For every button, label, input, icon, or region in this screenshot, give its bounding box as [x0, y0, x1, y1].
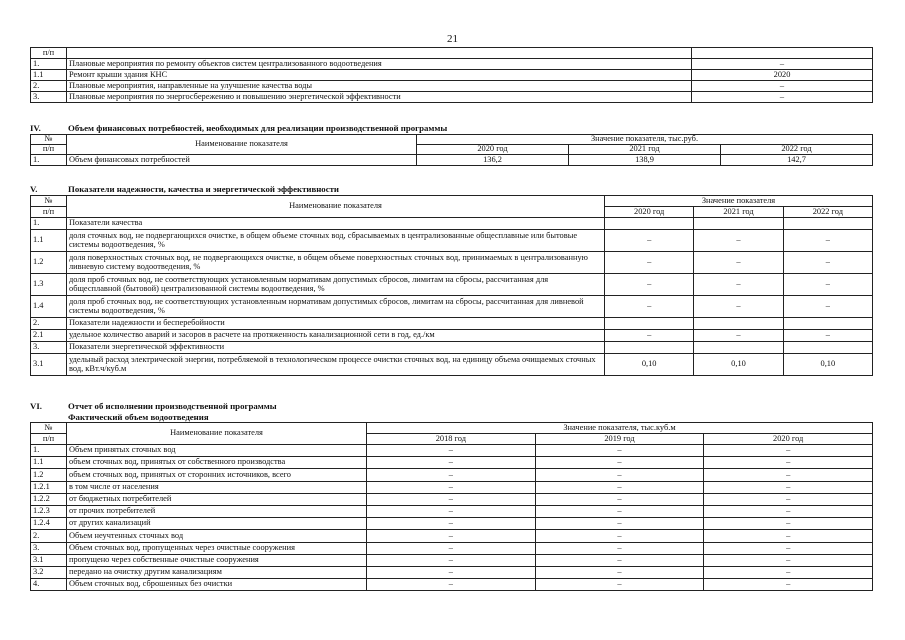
row-name: Объем сточных вод, пропущенных через очистные сооружения — [67, 542, 367, 554]
row-name: удельный расход электрической энергии, потребляемой в технологическом процессе очистки сточных вод, на единицу объема очищаемых сточных вод, кВт.ч/куб.м — [67, 354, 605, 376]
row-name: Плановые мероприятия по энергосбережению и повышению энергетической эффективности — [67, 92, 692, 103]
row-number: 1. — [31, 59, 67, 70]
row-value: – — [704, 445, 873, 457]
row-value: – — [704, 469, 873, 481]
header-year: 2020 год — [417, 145, 569, 155]
table-row — [31, 542, 873, 554]
row-number: 1.4 — [31, 296, 67, 318]
row-number: 3.2 — [31, 566, 67, 578]
table-row — [31, 481, 873, 493]
row-number: 2. — [31, 318, 67, 330]
row-value: – — [367, 542, 536, 554]
row-value: – — [704, 566, 873, 578]
row-value: – — [783, 230, 872, 252]
row-value: 0,10 — [783, 354, 872, 376]
header-year: 2018 год — [367, 434, 536, 445]
header-value: Значение показателя, тыс.руб. — [417, 135, 873, 145]
row-number: 1. — [31, 155, 67, 166]
row-value: – — [535, 469, 704, 481]
row-value: – — [694, 330, 783, 342]
row-value — [783, 218, 872, 230]
row-value: 142,7 — [721, 155, 873, 166]
row-number: 3. — [31, 542, 67, 554]
section-subtitle: Фактический объем водоотведения — [68, 412, 209, 422]
row-value: – — [535, 481, 704, 493]
table-row — [31, 318, 873, 330]
row-value — [694, 218, 783, 230]
section-heading — [30, 184, 873, 195]
row-value: – — [535, 554, 704, 566]
header-no: № — [31, 135, 67, 145]
row-value: – — [605, 230, 694, 252]
header-pp: п/п — [31, 145, 67, 155]
row-value: – — [704, 579, 873, 591]
table-row — [31, 70, 873, 81]
row-number: 3. — [31, 92, 67, 103]
header-year: 2021 год — [694, 207, 783, 218]
row-value: – — [783, 330, 872, 342]
row-name: Объем принятых сточных вод — [67, 445, 367, 457]
table-row — [31, 530, 873, 542]
table-row — [31, 457, 873, 469]
section-number: IV. — [30, 123, 41, 133]
row-value — [783, 342, 872, 354]
row-value — [694, 318, 783, 330]
row-value: – — [704, 542, 873, 554]
row-value — [694, 342, 783, 354]
header-year: 2020 год — [605, 207, 694, 218]
row-name: от бюджетных потребителей — [67, 493, 367, 505]
header-year: 2021 год — [569, 145, 721, 155]
row-name: Плановые мероприятия, направленные на улучшение качества воды — [67, 81, 692, 92]
table-row — [31, 554, 873, 566]
table-row — [31, 518, 873, 530]
row-number: 2.1 — [31, 330, 67, 342]
table-row — [31, 252, 873, 274]
row-value: – — [704, 518, 873, 530]
row-value: 0,10 — [694, 354, 783, 376]
header-value: Значение показателя, тыс.куб.м — [367, 423, 873, 434]
section-title: Показатели надежности, качества и энергетической эффективности — [68, 184, 339, 194]
header-name: Наименование показателя — [67, 196, 605, 218]
row-value: – — [535, 457, 704, 469]
header-pp: п/п — [31, 434, 67, 445]
row-value: – — [367, 554, 536, 566]
table-row — [31, 92, 873, 103]
row-value: 2020 — [692, 70, 873, 81]
header-no: п/п — [31, 48, 67, 59]
row-number: 1.2.2 — [31, 493, 67, 505]
row-number: 3.1 — [31, 554, 67, 566]
table-row — [31, 566, 873, 578]
row-value: – — [535, 445, 704, 457]
row-name: Объем финансовых потребностей — [67, 155, 417, 166]
row-name: объем сточных вод, принятых от собственного производства — [67, 457, 367, 469]
row-number: 3.1 — [31, 354, 67, 376]
row-value: – — [367, 505, 536, 517]
row-name: Объем неучтенных сточных вод — [67, 530, 367, 542]
row-value: – — [367, 579, 536, 591]
row-number: 1.2.4 — [31, 518, 67, 530]
row-name: пропущено через собственные очистные сооружения — [67, 554, 367, 566]
row-value: – — [704, 505, 873, 517]
table-row — [31, 342, 873, 354]
row-value: – — [783, 296, 872, 318]
row-number: 3. — [31, 342, 67, 354]
row-name: доля сточных вод, не подвергающихся очистке, в общем объеме сточных вод, сбрасываемых в централизованные общесплавные или бытовые системы водоотведения, % — [67, 230, 605, 252]
row-value: 0,10 — [605, 354, 694, 376]
row-value: – — [692, 92, 873, 103]
header-no: № — [31, 196, 67, 207]
row-value: – — [535, 493, 704, 505]
row-name: от других канализаций — [67, 518, 367, 530]
section-number: V. — [30, 184, 38, 194]
row-name: передано на очистку другим канализациям — [67, 566, 367, 578]
header-year: 2019 год — [535, 434, 704, 445]
row-value: – — [704, 481, 873, 493]
row-name: Показатели качества — [67, 218, 605, 230]
row-value: – — [535, 542, 704, 554]
table-row — [31, 579, 873, 591]
row-value: – — [692, 81, 873, 92]
table-row — [31, 296, 873, 318]
row-number: 1.2 — [31, 469, 67, 481]
row-value: – — [367, 566, 536, 578]
row-value: 138,9 — [569, 155, 721, 166]
row-value: – — [704, 530, 873, 542]
table-header-row — [31, 48, 873, 59]
row-value: – — [694, 230, 783, 252]
row-value: – — [535, 566, 704, 578]
row-value: – — [605, 274, 694, 296]
row-value — [783, 318, 872, 330]
header-name: Наименование показателя — [67, 135, 417, 155]
row-number: 1.2.3 — [31, 505, 67, 517]
row-name: Показатели надежности и бесперебойности — [67, 318, 605, 330]
row-value: – — [367, 457, 536, 469]
row-number: 1. — [31, 218, 67, 230]
row-value: – — [694, 252, 783, 274]
row-value: – — [535, 518, 704, 530]
row-number: 1. — [31, 445, 67, 457]
header-no: № — [31, 423, 67, 434]
section-vi — [30, 401, 873, 591]
row-name: объем сточных вод, принятых от сторонних источников, всего — [67, 469, 367, 481]
row-value: – — [367, 469, 536, 481]
table-row — [31, 330, 873, 342]
row-value: – — [367, 445, 536, 457]
row-name: Плановые мероприятия по ремонту объектов систем централизованного водоотведения — [67, 59, 692, 70]
section-number: VI. — [30, 401, 42, 411]
row-value: – — [694, 296, 783, 318]
row-number: 2. — [31, 81, 67, 92]
row-value: – — [704, 457, 873, 469]
table-row — [31, 218, 873, 230]
row-number: 2. — [31, 530, 67, 542]
row-value: – — [367, 493, 536, 505]
row-name: удельное количество аварий и засоров в расчете на протяженность канализационной сети в год, ед./км — [67, 330, 605, 342]
row-number: 1.2.1 — [31, 481, 67, 493]
row-name: Объем сточных вод, сброшенных без очистки — [67, 579, 367, 591]
row-value — [605, 342, 694, 354]
row-number: 1.1 — [31, 230, 67, 252]
table-row — [31, 81, 873, 92]
row-value: – — [605, 330, 694, 342]
row-name: Показатели энергетической эффективности — [67, 342, 605, 354]
table-row — [31, 493, 873, 505]
row-name: доля проб сточных вод, не соответствующих установленным нормативам допустимых сбросов, лимитам на сбросы, рассчитанная для общесплавной (бытовой) централизованной системы водоотведения, % — [67, 274, 605, 296]
row-value: – — [783, 274, 872, 296]
row-name: в том числе от населения — [67, 481, 367, 493]
header-year: 2020 год — [704, 434, 873, 445]
header-year: 2022 год — [721, 145, 873, 155]
row-value: – — [605, 252, 694, 274]
row-value: – — [535, 505, 704, 517]
table-row — [31, 155, 873, 166]
header-name: Наименование показателя — [67, 423, 367, 445]
row-name: доля поверхностных сточных вод, не подвергающихся очистке, в общем объеме поверхностных сточных вод, принимаемых в централизованную ливневую систему водоотведения, % — [67, 252, 605, 274]
section-heading — [30, 401, 873, 412]
row-name: Ремонт крыши здания КНС — [67, 70, 692, 81]
section-v — [30, 184, 873, 376]
header-value: Значение показателя — [605, 196, 873, 207]
table-row — [31, 274, 873, 296]
section-heading — [30, 123, 873, 134]
row-number: 1.3 — [31, 274, 67, 296]
table-row — [31, 354, 873, 376]
row-value: – — [605, 296, 694, 318]
row-value: – — [535, 579, 704, 591]
row-number: 1.2 — [31, 252, 67, 274]
row-number: 1.1 — [31, 70, 67, 81]
row-name: доля проб сточных вод, не соответствующих установленным нормативам допустимых сбросов, лимитам на сбросы, рассчитанная для ливневой системы водоотведения, % — [67, 296, 605, 318]
table-row — [31, 469, 873, 481]
table-row — [31, 505, 873, 517]
row-value: – — [704, 493, 873, 505]
header-year: 2022 год — [783, 207, 872, 218]
row-value: – — [783, 252, 872, 274]
row-value: – — [692, 59, 873, 70]
row-value: – — [367, 518, 536, 530]
section-title: Объем финансовых потребностей, необходимых для реализации производственной программы — [68, 123, 448, 133]
row-value: – — [367, 481, 536, 493]
table-row — [31, 230, 873, 252]
row-value: – — [704, 554, 873, 566]
section-title: Отчет об исполнении производственной программы — [68, 401, 277, 411]
row-value — [605, 218, 694, 230]
row-name: от прочих потребителей — [67, 505, 367, 517]
row-value: – — [535, 530, 704, 542]
page-number: 21 — [447, 33, 458, 45]
table-row — [31, 59, 873, 70]
table-row — [31, 445, 873, 457]
row-number: 4. — [31, 579, 67, 591]
table-planned-measures — [30, 47, 873, 103]
row-number: 1.1 — [31, 457, 67, 469]
section-iv — [30, 123, 873, 166]
row-value: – — [367, 530, 536, 542]
row-value — [605, 318, 694, 330]
row-value: 136,2 — [417, 155, 569, 166]
row-value: – — [694, 274, 783, 296]
header-pp: п/п — [31, 207, 67, 218]
